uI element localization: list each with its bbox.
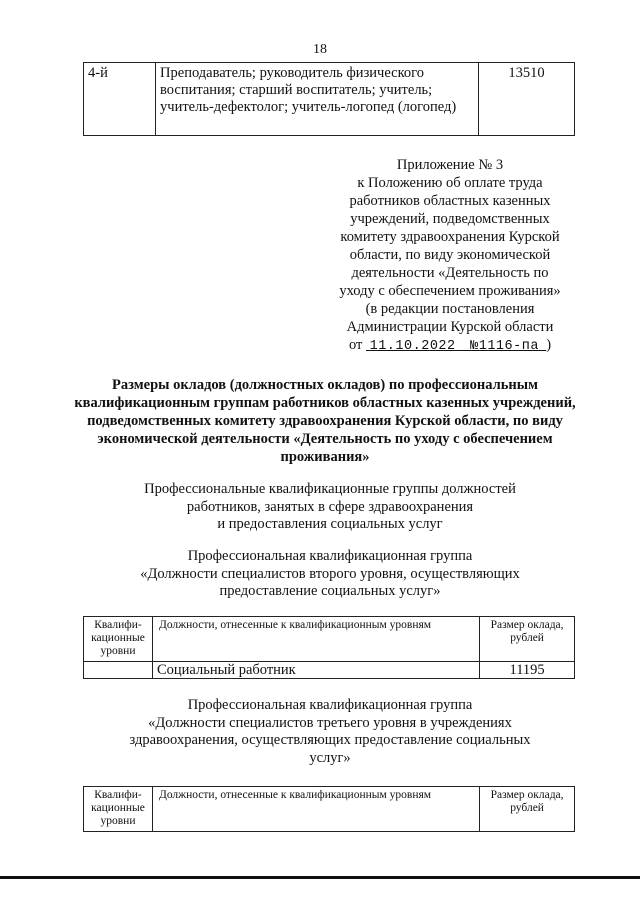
appendix-line: учреждений, подведомственных bbox=[350, 211, 550, 227]
appendix-line: (в редакции постановления bbox=[365, 301, 535, 317]
second-level-table bbox=[83, 616, 575, 679]
header-positions: Должности, отнесенные к квалификационным уровням bbox=[152, 617, 479, 662]
section-line: «Должности специалистов третьего уровня в учреждениях bbox=[148, 714, 512, 731]
closing-paren: ) bbox=[546, 337, 552, 353]
date-prefix: от bbox=[348, 337, 363, 353]
section-line: Профессиональная квалификационная группа bbox=[187, 548, 473, 564]
resolution-number: №1116-па bbox=[470, 339, 539, 354]
table-row bbox=[84, 662, 575, 679]
appendix-title: Приложение № 3 bbox=[396, 157, 504, 173]
table-row bbox=[84, 63, 575, 136]
table-header-row bbox=[84, 617, 575, 662]
section-line: Профессиональная квалификационная группа bbox=[187, 697, 473, 713]
appendix-line: комитету здравоохранения Курской bbox=[340, 229, 560, 245]
qualification-level-cell: 4-й bbox=[84, 63, 156, 136]
appendix-line: уходу с обеспечением проживания» bbox=[339, 283, 561, 299]
row-salary: 11195 bbox=[480, 662, 575, 679]
main-heading: Размеры окладов (должностных окладов) по профессиональным квалификационным группам работников областных казенных учреждений, подведомственных комитету здравоохранения Курской области, по виду экономической деятельности «Деятельность по уходу с обеспечением проживания» bbox=[74, 377, 576, 465]
section-line: здравоохранения, осуществляющих предоставление социальных bbox=[129, 732, 531, 748]
section-line: Профессиональные квалификационные группы должностей bbox=[144, 481, 516, 497]
header-level: Квалифи- кационные уровни bbox=[84, 787, 153, 832]
section-professional-groups bbox=[100, 481, 560, 534]
appendix-line: работников областных казенных bbox=[349, 193, 551, 209]
resolution-date: 11.10.2022 bbox=[369, 339, 456, 354]
section-line: и предоставления социальных услуг bbox=[217, 516, 443, 532]
section-line: предоставление социальных услуг» bbox=[219, 583, 441, 599]
section-line: «Должности специалистов второго уровня, осуществляющих bbox=[140, 565, 520, 582]
header-positions: Должности, отнесенные к квалификационным уровням bbox=[152, 787, 479, 832]
header-salary: Размер оклада, рублей bbox=[480, 787, 575, 832]
section-third-level bbox=[90, 697, 570, 767]
appendix-line: деятельности «Деятельность по bbox=[351, 265, 549, 281]
row-position: Социальный работник bbox=[152, 662, 479, 679]
appendix-date-line bbox=[320, 336, 580, 356]
appendix-line: к Положению об оплате труда bbox=[357, 175, 543, 191]
positions-cell: Преподаватель; руководитель физического воспитания; старший воспитатель; учитель; учитель-дефектолог; учитель-логопед (логопед) bbox=[156, 63, 479, 136]
appendix-block bbox=[320, 156, 580, 356]
appendix-line: области, по виду экономической bbox=[349, 247, 551, 263]
row-level bbox=[84, 662, 153, 679]
header-salary: Размер оклада, рублей bbox=[480, 617, 575, 662]
top-salary-table bbox=[83, 62, 575, 136]
salary-cell: 13510 bbox=[478, 63, 574, 136]
section-second-level bbox=[100, 548, 560, 601]
appendix-line: Администрации Курской области bbox=[346, 319, 554, 335]
section-line: услуг» bbox=[309, 749, 351, 766]
page-number: 18 bbox=[313, 42, 327, 57]
table-header-row bbox=[84, 787, 575, 832]
page-bottom-rule bbox=[0, 876, 640, 879]
header-level: Квалифи- кационные уровни bbox=[84, 617, 153, 662]
third-level-table bbox=[83, 786, 575, 832]
section-line: работников, занятых в сфере здравоохранения bbox=[186, 498, 474, 515]
